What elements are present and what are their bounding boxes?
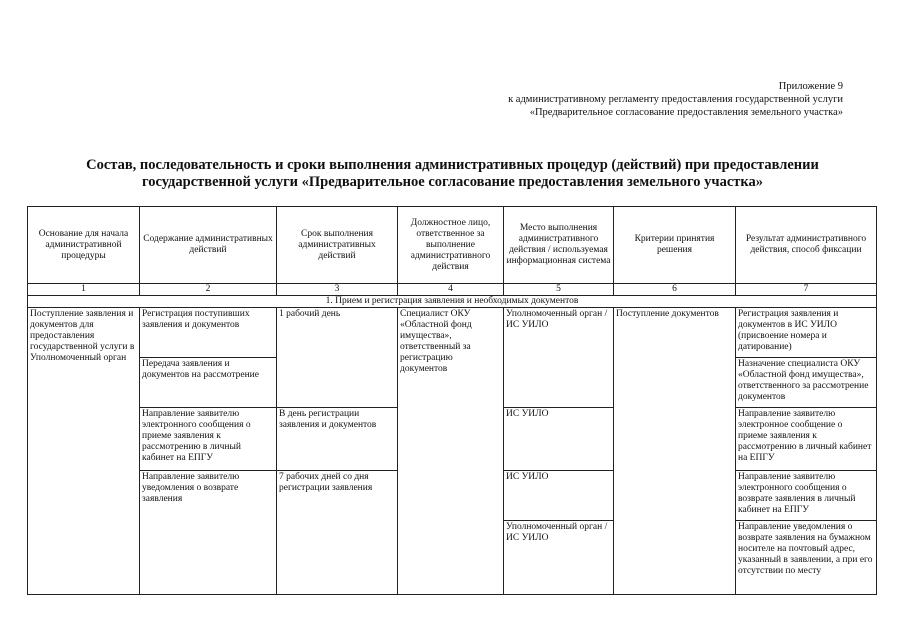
action-cell: Направление заявителю электронного сообщения о приеме заявления к рассмотрению в личный кабинет на ЕПГУ [140,408,277,471]
action-cell: Регистрация поступивших заявления и документов [140,308,277,358]
procedures-table [27,206,877,595]
column-number: 5 [504,284,614,296]
official-cell: Специалист ОКУ «Областной фонд имущества», ответственный за регистрацию документов [398,308,504,595]
action-cell: Направление заявителю уведомления о возврате заявления [140,471,277,595]
term-cell: 1 рабочий день [277,308,398,408]
column-number: 6 [614,284,736,296]
column-header: Место выполнения административного действия / используемая информационная система [504,207,614,284]
appendix-reference: к административному регламенту предоставления государственной услуги [508,94,843,105]
column-number: 3 [277,284,398,296]
column-number: 2 [140,284,277,296]
column-number: 7 [736,284,877,296]
section-title: 1. Прием и регистрация заявления и необходимых документов [28,296,877,308]
action-cell: Передача заявления и документов на рассмотрение [140,358,277,408]
column-header: Результат административного действия, способ фиксации [736,207,877,284]
basis-cell: Поступление заявления и документов для предоставления государственной услуги в Уполномоченный орган [28,308,140,595]
table-header-row [28,207,877,284]
appendix-number: Приложение 9 [778,81,843,92]
section-row [28,296,877,308]
document-title-line-1: Состав, последовательность и сроки выполнения административных процедур (действий) при предоставлении [86,157,819,173]
table-row [28,308,877,358]
result-cell: Направление уведомления о возврате заявления на бумажном носителе на почтовый адрес, указанный в заявлении, а при его отсутствии по месту [736,521,877,595]
document-title-line-2: государственной услуги «Предварительное согласование предоставления земельного участка» [141,174,764,190]
column-number: 1 [28,284,140,296]
result-cell: Направление заявителю электронного сообщения о возврате заявления в личный кабинет на ЕПГУ [736,471,877,521]
appendix-regulation-name: «Предварительное согласование предоставления земельного участка» [529,107,843,118]
criteria-cell: Поступление документов [614,308,736,595]
place-cell: ИС УИЛО [504,471,614,521]
result-cell: Назначение специалиста ОКУ «Областной фонд имущества», ответственного за рассмотрение документов [736,358,877,408]
term-cell: В день регистрации заявления и документов [277,408,398,471]
column-numbers-row [28,284,877,296]
document-title [0,157,905,191]
column-header: Основание для начала административной процедуры [28,207,140,284]
column-number: 4 [398,284,504,296]
column-header: Должностное лицо, ответственное за выполнение административного действия [398,207,504,284]
place-cell: Уполномоченный орган / ИС УИЛО [504,521,614,595]
column-header: Критерии принятия решения [614,207,736,284]
term-cell: 7 рабочих дней со дня регистрации заявления [277,471,398,595]
column-header: Содержание административных действий [140,207,277,284]
place-cell: Уполномоченный орган / ИС УИЛО [504,308,614,408]
place-cell: ИС УИЛО [504,408,614,471]
result-cell: Регистрация заявления и документов в ИС УИЛО (присвоение номера и датирование) [736,308,877,358]
appendix-header [508,80,843,119]
result-cell: Направление заявителю электронное сообщение о приеме заявления к рассмотрению в личный кабинет на ЕПГУ [736,408,877,471]
column-header: Срок выполнения административных действий [277,207,398,284]
